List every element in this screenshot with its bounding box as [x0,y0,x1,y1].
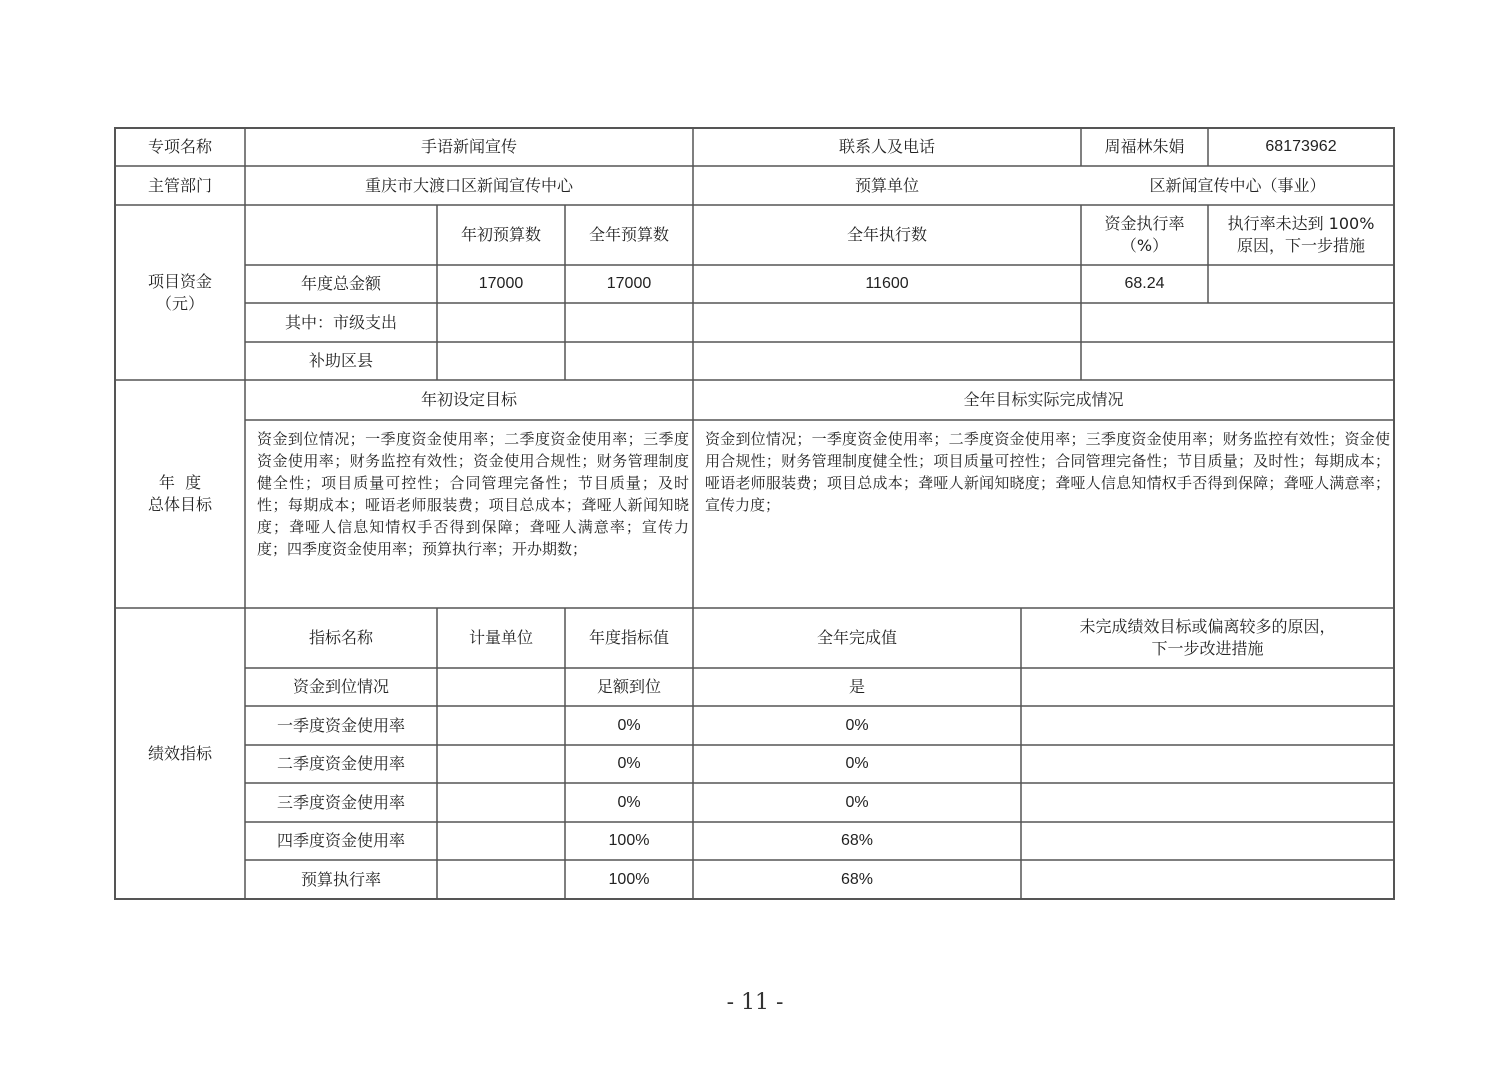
perf-row-unit [437,706,565,745]
perf-row-name: 四季度资金使用率 [276,831,405,850]
actual-goal-text: 资金到位情况；一季度资金使用率；二季度资金使用率；三季度资金使用率；财务监控有效性；资金使用合规性；财务管理制度健全性；项目质量可控性；合同管理完备性；节目质量；及时性；每期成本；哑语老师服装费；项目总成本；聋哑人新闻知晓度；聋哑人信息知情权手否得到保障；聋哑人满意率；宣传力度； [705,430,1390,514]
perf-row-name: 资金到位情况 [292,677,389,696]
perf-row-reason [1021,822,1394,860]
perf-row-reason [1021,745,1394,783]
funds-row-initial [437,303,565,342]
col-indicator-name: 指标名称 [308,628,373,647]
funds-row-initial: 17000 [478,275,524,292]
funds-section-label: 项目资金 （元） [147,271,212,313]
perf-row-name: 预算执行率 [300,869,381,889]
dept-label: 主管部门 [147,175,212,195]
project-name-value: 手语新闻宣传 [420,137,517,156]
col-exec-reason: 执行率未达到 100% 原因，下一步措施 [1227,214,1375,255]
goals-section-label: 年 度 总体目标 [147,473,212,514]
funds-row-reason [1208,265,1394,303]
perf-row-target: 100% [608,832,650,849]
col-annual-target: 年度指标值 [588,628,669,647]
funds-row-exec [693,303,1081,342]
col-completed: 全年完成值 [816,628,897,647]
funds-row-label: 补助区县 [308,351,373,370]
perf-row-done: 是 [848,677,865,696]
contact-phone: 68173962 [1265,138,1337,155]
col-full-exec: 全年执行数 [846,225,927,244]
funds-row-full: 17000 [606,275,652,292]
funds-row-exec: 11600 [865,275,909,292]
perf-row-unit [437,822,565,860]
perf-row-target: 100% [608,870,650,888]
dept-name: 重庆市大渡口区新闻宣传中心 [364,175,573,195]
perf-row-unit [437,745,565,783]
col-deviation-reason: 未完成绩效目标或偏离较多的原因， 下一步改进措施 [1079,617,1336,658]
perf-row-name: 二季度资金使用率 [276,754,405,773]
budget-unit-value: 区新闻宣传中心（事业） [1149,175,1326,195]
funds-row-label: 年度总金额 [300,274,381,293]
perf-row-reason [1021,668,1394,706]
perf-row-reason [1021,783,1394,822]
funds-row-full [565,342,693,380]
project-name-label: 专项名称 [147,137,212,156]
perf-row-target: 0% [617,755,641,772]
perf-row-done: 0% [845,755,869,772]
contact-name: 周福林朱娟 [1104,137,1185,156]
perf-row-unit [437,668,565,706]
funds-row-rate [1081,342,1394,380]
perf-row-reason [1021,706,1394,745]
perf-row-name: 三季度资金使用率 [276,792,405,812]
funds-row-label: 其中：市级支出 [284,312,397,332]
perf-row-reason [1021,860,1394,899]
perf-row-done: 0% [845,793,869,811]
funds-row-initial [437,342,565,380]
col-exec-rate: 资金执行率 （%） [1104,214,1185,255]
col-unit: 计量单位 [468,628,533,647]
funds-row-full [565,303,693,342]
col-initial-budget: 年初预算数 [460,225,541,244]
perf-row-done: 68% [840,870,874,888]
funds-row-rate [1081,303,1394,342]
initial-goal-text: 资金到位情况；一季度资金使用率；二季度资金使用率；三季度资金使用率；财务监控有效性；资金使用合规性；财务管理制度健全性；项目质量可控性；合同管理完备性；节目质量；及时性；每期成本；哑语老师服装费；项目总成本；聋哑人新闻知晓度；聋哑人信息知情权手否得到保障；聋哑人满意率；宣传力度；四季度资金使用率；预算执行率；开办期数； [257,430,689,558]
page-number: - 11 - [726,990,784,1015]
perf-row-unit [437,783,565,822]
perf-row-target: 0% [617,793,641,811]
funds-row-rate: 68.24 [1124,275,1165,292]
perf-row-name: 一季度资金使用率 [276,715,405,735]
actual-goal-header: 全年目标实际完成情况 [963,390,1124,409]
perf-row-unit [437,860,565,899]
budget-unit-label: 预算单位 [854,175,919,195]
funds-row-exec [693,342,1081,380]
perf-row-done: 68% [840,832,874,849]
perf-row-done: 0% [845,716,869,734]
col-full-budget: 全年预算数 [588,225,669,244]
contact-label: 联系人及电话 [838,137,935,156]
perf-row-target: 足额到位 [596,677,661,696]
perf-row-target: 0% [617,716,641,734]
initial-goal-header: 年初设定目标 [420,390,517,409]
perf-section-label: 绩效指标 [147,743,212,763]
